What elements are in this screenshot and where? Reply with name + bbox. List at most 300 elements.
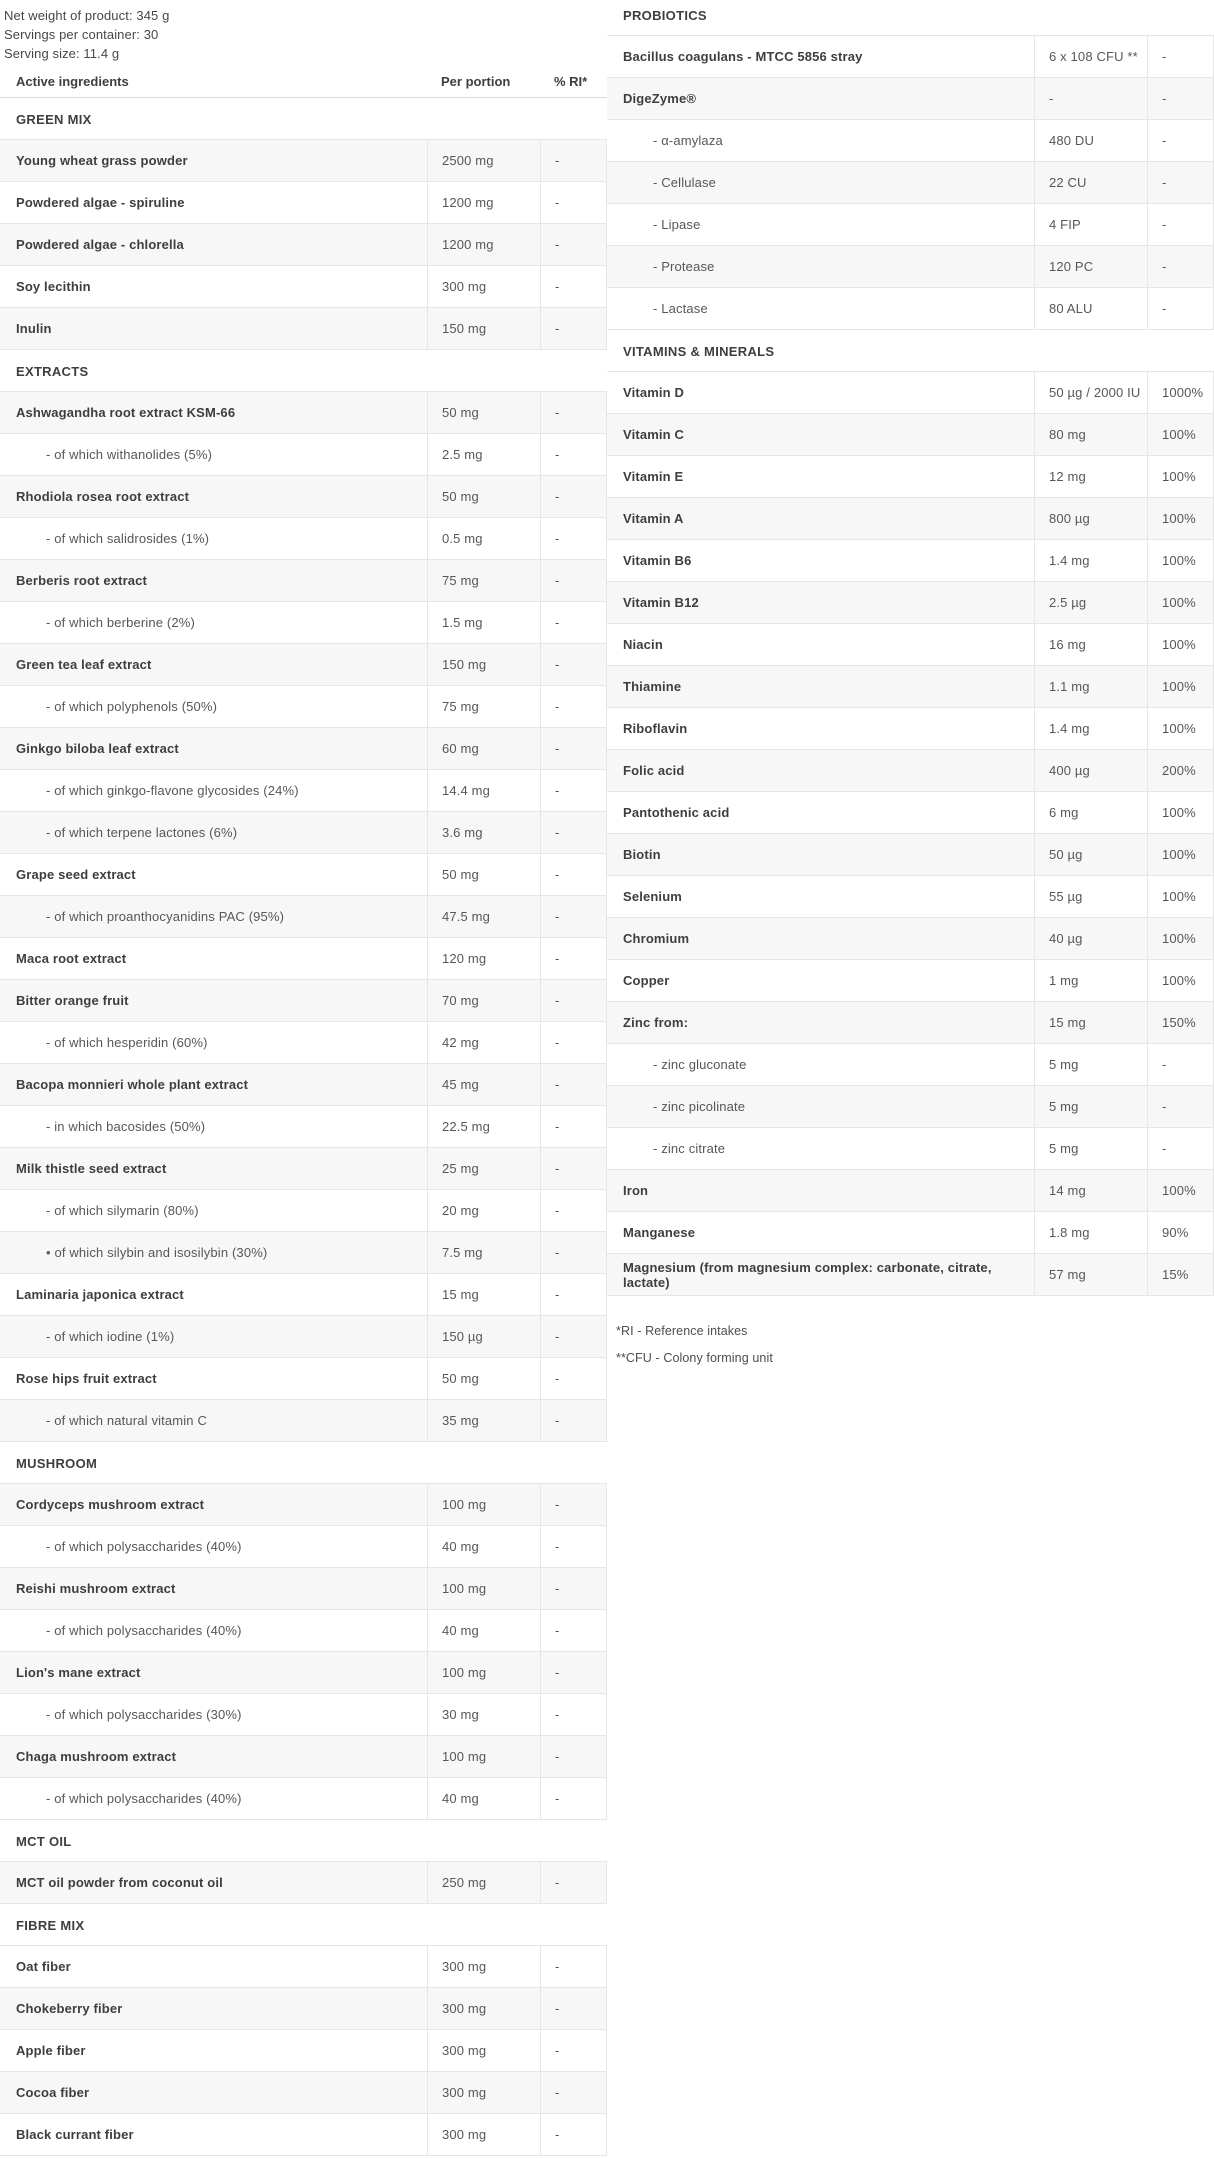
ingredient-amount: 100 mg — [427, 1736, 540, 1777]
ingredient-amount: 40 mg — [427, 1610, 540, 1651]
ingredient-ri: 100% — [1147, 456, 1214, 497]
section-title: PROBIOTICS — [623, 8, 707, 23]
ingredient-amount: 1.5 mg — [427, 602, 540, 643]
ingredient-ri: - — [1147, 246, 1214, 287]
ingredient-amount: 45 mg — [427, 1064, 540, 1105]
ingredient-name: - in which bacosides (50%) — [46, 1119, 206, 1134]
table-row — [607, 246, 1214, 288]
ingredient-amount: 1 mg — [1034, 960, 1147, 1001]
table-row — [0, 1610, 607, 1652]
table-row — [0, 1022, 607, 1064]
ingredient-ri: 100% — [1147, 540, 1214, 581]
ingredient-ri: - — [540, 1694, 607, 1735]
ingredient-amount: 300 mg — [427, 2030, 540, 2071]
ingredient-ri: - — [540, 1358, 607, 1399]
table-row — [0, 1106, 607, 1148]
section-title: GREEN MIX — [16, 112, 92, 127]
section-rows — [0, 1945, 607, 2156]
ingredient-ri: - — [540, 1988, 607, 2029]
ingredient-name: Powdered algae - spiruline — [16, 195, 185, 210]
ingredient-ri: - — [540, 644, 607, 685]
ri-header: % RI* — [554, 73, 588, 89]
table-row — [0, 1694, 607, 1736]
table-row — [0, 1736, 607, 1778]
ingredient-amount: 22 CU — [1034, 162, 1147, 203]
ingredient-amount: 120 mg — [427, 938, 540, 979]
table-row — [0, 1526, 607, 1568]
ingredient-ri: - — [540, 770, 607, 811]
ingredient-ri: - — [540, 1190, 607, 1231]
ingredient-ri: 100% — [1147, 666, 1214, 707]
ingredient-ri: - — [540, 980, 607, 1021]
table-row — [0, 1568, 607, 1610]
ingredient-ri: - — [540, 392, 607, 433]
ingredient-amount: 4 FIP — [1034, 204, 1147, 245]
ingredient-ri: 15% — [1147, 1254, 1214, 1295]
ingredient-amount: 1200 mg — [427, 182, 540, 223]
ingredient-name: Copper — [623, 973, 670, 988]
ingredient-name: - Lactase — [653, 301, 708, 316]
ingredient-amount: 300 mg — [427, 1988, 540, 2029]
ingredient-name: - of which silymarin (80%) — [46, 1203, 199, 1218]
ingredient-ri: - — [540, 434, 607, 475]
ingredient-amount: 2500 mg — [427, 140, 540, 181]
table-row — [607, 1044, 1214, 1086]
ingredient-ri: 100% — [1147, 414, 1214, 455]
ingredient-name: - Cellulase — [653, 175, 717, 190]
ingredient-ri: 100% — [1147, 834, 1214, 875]
ingredient-amount: 2.5 mg — [427, 434, 540, 475]
ingredient-amount: 35 mg — [427, 1400, 540, 1441]
table-row — [0, 266, 607, 308]
ingredient-amount: 75 mg — [427, 560, 540, 601]
servings-per-container-text: Servings per container: 30 — [4, 27, 159, 42]
ingredient-amount: 1.4 mg — [1034, 708, 1147, 749]
ingredient-amount: 6 mg — [1034, 792, 1147, 833]
ingredient-name: Grape seed extract — [16, 867, 136, 882]
ingredient-amount: 50 mg — [427, 854, 540, 895]
table-row — [607, 834, 1214, 876]
table-row — [0, 2030, 607, 2072]
table-row — [0, 602, 607, 644]
ingredient-ri: 100% — [1147, 624, 1214, 665]
ingredient-name: Riboflavin — [623, 721, 688, 736]
ingredient-name: - of which terpene lactones (6%) — [46, 825, 238, 840]
table-row — [607, 1128, 1214, 1170]
ingredient-ri: - — [540, 1064, 607, 1105]
ingredient-ri: - — [540, 1946, 607, 1987]
ingredient-name: MCT oil powder from coconut oil — [16, 1875, 223, 1890]
section-rows — [0, 1861, 607, 1904]
ingredient-ri: - — [540, 560, 607, 601]
ingredient-amount: 400 µg — [1034, 750, 1147, 791]
ingredient-amount: 100 mg — [427, 1652, 540, 1693]
left-ingredients-table — [0, 98, 607, 2156]
ingredient-amount: 7.5 mg — [427, 1232, 540, 1273]
ingredient-name: Green tea leaf extract — [16, 657, 152, 672]
table-row — [0, 392, 607, 434]
ingredient-name: - of which polysaccharides (40%) — [46, 1623, 242, 1638]
ingredient-ri: 100% — [1147, 876, 1214, 917]
table-row — [607, 1254, 1214, 1296]
ingredient-amount: 800 µg — [1034, 498, 1147, 539]
section-rows — [607, 35, 1214, 330]
ingredient-name: - zinc gluconate — [653, 1057, 747, 1072]
table-row — [0, 854, 607, 896]
table-row — [607, 708, 1214, 750]
ingredient-amount: 42 mg — [427, 1022, 540, 1063]
right-ingredients-table — [607, 0, 1214, 1296]
ingredient-ri: - — [540, 1400, 607, 1441]
ingredient-ri: 100% — [1147, 918, 1214, 959]
ingredient-amount: 14.4 mg — [427, 770, 540, 811]
table-row — [0, 728, 607, 770]
ingredient-amount: 20 mg — [427, 1190, 540, 1231]
ingredient-name: • of which silybin and isosilybin (30%) — [46, 1245, 268, 1260]
ingredient-name: Chromium — [623, 931, 690, 946]
ingredient-name: Vitamin E — [623, 469, 684, 484]
ingredient-name: - of which polyphenols (50%) — [46, 699, 218, 714]
ingredient-ri: 100% — [1147, 960, 1214, 1001]
ingredient-amount: 80 ALU — [1034, 288, 1147, 329]
table-row — [607, 750, 1214, 792]
per-portion-header: Per portion — [441, 73, 511, 89]
section-title: MCT OIL — [16, 1834, 72, 1849]
ingredient-name: Inulin — [16, 321, 52, 336]
ingredient-amount: 50 µg — [1034, 834, 1147, 875]
ingredient-amount: 40 mg — [427, 1778, 540, 1819]
ingredient-name: Vitamin C — [623, 427, 685, 442]
ingredient-name: - Protease — [653, 259, 715, 274]
ingredient-amount: 40 µg — [1034, 918, 1147, 959]
table-row — [0, 182, 607, 224]
ingredient-name: Bacillus coagulans - MTCC 5856 stray — [623, 49, 863, 64]
ingredient-name: Manganese — [623, 1225, 696, 1240]
ingredient-amount: 1.8 mg — [1034, 1212, 1147, 1253]
table-row — [0, 1484, 607, 1526]
ingredient-ri: - — [540, 2072, 607, 2113]
ingredient-name: - of which natural vitamin C — [46, 1413, 207, 1428]
ingredient-amount: 0.5 mg — [427, 518, 540, 559]
table-row — [607, 1212, 1214, 1254]
ingredient-ri: - — [540, 1274, 607, 1315]
ingredient-amount: 47.5 mg — [427, 896, 540, 937]
ingredient-amount: 50 mg — [427, 392, 540, 433]
table-row — [0, 140, 607, 182]
table-row — [607, 78, 1214, 120]
table-row — [607, 414, 1214, 456]
table-row — [0, 1064, 607, 1106]
table-row — [0, 560, 607, 602]
ingredient-name: - of which withanolides (5%) — [46, 447, 213, 462]
ingredient-ri: - — [540, 896, 607, 937]
table-row — [0, 518, 607, 560]
ingredient-name: Bitter orange fruit — [16, 993, 129, 1008]
ingredient-name: - of which proanthocyanidins PAC (95%) — [46, 909, 285, 924]
table-row — [607, 498, 1214, 540]
table-row — [607, 456, 1214, 498]
ingredient-name: Niacin — [623, 637, 663, 652]
table-row — [607, 1002, 1214, 1044]
ingredient-ri: - — [1147, 120, 1214, 161]
ingredient-ri: - — [1147, 204, 1214, 245]
section-title: VITAMINS & MINERALS — [623, 344, 775, 359]
ingredient-amount: 80 mg — [1034, 414, 1147, 455]
net-weight-text: Net weight of product: 345 g — [4, 8, 170, 23]
ingredient-amount: 30 mg — [427, 1694, 540, 1735]
ingredient-name: Milk thistle seed extract — [16, 1161, 167, 1176]
ingredient-amount: 50 µg / 2000 IU — [1034, 372, 1147, 413]
ingredient-amount: 25 mg — [427, 1148, 540, 1189]
table-row — [0, 2072, 607, 2114]
table-row — [607, 1170, 1214, 1212]
ingredient-amount: 250 mg — [427, 1862, 540, 1903]
ingredient-amount: 300 mg — [427, 2072, 540, 2113]
ingredient-name: Chaga mushroom extract — [16, 1749, 177, 1764]
ingredient-ri: - — [540, 1106, 607, 1147]
ingredient-amount: 15 mg — [427, 1274, 540, 1315]
ingredient-name: Vitamin A — [623, 511, 684, 526]
ingredient-name: Iron — [623, 1183, 649, 1198]
ingredient-amount: 40 mg — [427, 1526, 540, 1567]
table-row — [0, 1358, 607, 1400]
ingredient-ri: - — [540, 308, 607, 349]
ingredient-amount: 55 µg — [1034, 876, 1147, 917]
ingredient-name: Berberis root extract — [16, 573, 148, 588]
ingredient-ri: - — [540, 938, 607, 979]
ingredient-name: Lion's mane extract — [16, 1665, 141, 1680]
ingredient-amount: - — [1034, 78, 1147, 119]
ingredient-ri: 200% — [1147, 750, 1214, 791]
ingredient-ri: - — [540, 476, 607, 517]
ingredient-amount: 5 mg — [1034, 1128, 1147, 1169]
ingredient-name: Rhodiola rosea root extract — [16, 489, 190, 504]
ingredient-ri: 100% — [1147, 498, 1214, 539]
ingredient-ri: - — [540, 812, 607, 853]
ingredient-name: Vitamin D — [623, 385, 685, 400]
table-row — [0, 1148, 607, 1190]
ingredient-ri: - — [540, 224, 607, 265]
active-ingredients-header: Active ingredients — [16, 73, 129, 89]
ingredient-name: Reishi mushroom extract — [16, 1581, 176, 1596]
table-row — [607, 666, 1214, 708]
ingredient-amount: 16 mg — [1034, 624, 1147, 665]
ingredient-ri: - — [540, 1232, 607, 1273]
section-rows — [607, 371, 1214, 1296]
ingredient-amount: 100 mg — [427, 1568, 540, 1609]
ingredient-name: Vitamin B12 — [623, 595, 699, 610]
ingredient-name: Black currant fiber — [16, 2127, 134, 2142]
ingredient-ri: - — [540, 518, 607, 559]
table-row — [0, 224, 607, 266]
ingredient-name: - of which iodine (1%) — [46, 1329, 175, 1344]
ingredient-name: - of which hesperidin (60%) — [46, 1035, 208, 1050]
table-row — [0, 434, 607, 476]
ingredient-ri: - — [540, 1526, 607, 1567]
ingredient-amount: 1.1 mg — [1034, 666, 1147, 707]
section-title: FIBRE MIX — [16, 1918, 85, 1933]
table-row — [607, 918, 1214, 960]
ingredient-name: DigeZyme® — [623, 91, 697, 106]
table-row — [607, 540, 1214, 582]
cfu-footnote: **CFU - Colony forming unit — [616, 1351, 773, 1365]
ingredient-name: - zinc citrate — [653, 1141, 726, 1156]
ingredient-amount: 300 mg — [427, 2114, 540, 2155]
footnotes — [607, 1324, 1214, 1365]
ingredient-name: Zinc from: — [623, 1015, 689, 1030]
section-title: MUSHROOM — [16, 1456, 98, 1471]
ingredient-amount: 14 mg — [1034, 1170, 1147, 1211]
table-row — [0, 812, 607, 854]
ingredient-amount: 300 mg — [427, 266, 540, 307]
table-row — [0, 686, 607, 728]
ingredient-ri: 100% — [1147, 708, 1214, 749]
table-row — [0, 770, 607, 812]
ingredient-ri: - — [540, 1736, 607, 1777]
table-header-row — [0, 65, 607, 98]
ingredient-amount: 2.5 µg — [1034, 582, 1147, 623]
ingredient-amount: 6 x 108 CFU ** — [1034, 36, 1147, 77]
ingredient-amount: 100 mg — [427, 1484, 540, 1525]
ingredient-ri: - — [540, 2114, 607, 2155]
ingredient-name: Cordyceps mushroom extract — [16, 1497, 205, 1512]
ingredient-ri: - — [540, 1610, 607, 1651]
ingredient-ri: - — [540, 266, 607, 307]
ingredient-amount: 150 µg — [427, 1316, 540, 1357]
ingredient-name: Rose hips fruit extract — [16, 1371, 157, 1386]
ingredient-ri: - — [540, 1862, 607, 1903]
ingredient-name: Powdered algae - chlorella — [16, 237, 184, 252]
ingredient-name: Pantothenic acid — [623, 805, 730, 820]
ingredient-amount: 15 mg — [1034, 1002, 1147, 1043]
ingredient-ri: - — [540, 2030, 607, 2071]
ingredient-name: Young wheat grass powder — [16, 153, 188, 168]
ingredient-amount: 150 mg — [427, 308, 540, 349]
ingredient-ri: - — [1147, 1128, 1214, 1169]
table-row — [607, 36, 1214, 78]
ingredient-ri: - — [540, 1316, 607, 1357]
ingredient-name: Ginkgo biloba leaf extract — [16, 741, 179, 756]
table-row — [0, 308, 607, 350]
table-row — [0, 1988, 607, 2030]
left-ingredients-column — [0, 0, 607, 2156]
table-row — [607, 876, 1214, 918]
ingredient-amount: 70 mg — [427, 980, 540, 1021]
ingredient-ri: 1000% — [1147, 372, 1214, 413]
ingredient-ri: - — [1147, 78, 1214, 119]
ingredient-ri: - — [1147, 1086, 1214, 1127]
ingredient-amount: 22.5 mg — [427, 1106, 540, 1147]
ingredient-ri: - — [540, 1148, 607, 1189]
table-row — [0, 644, 607, 686]
right-ingredients-column — [607, 0, 1214, 2156]
ingredient-amount: 12 mg — [1034, 456, 1147, 497]
table-row — [607, 204, 1214, 246]
table-row — [0, 1946, 607, 1988]
ingredient-name: Thiamine — [623, 679, 682, 694]
ingredient-name: - of which berberine (2%) — [46, 615, 195, 630]
serving-size-text: Serving size: 11.4 g — [4, 46, 120, 61]
ingredient-ri: - — [540, 1568, 607, 1609]
ingredient-ri: 100% — [1147, 1170, 1214, 1211]
ingredient-amount: 150 mg — [427, 644, 540, 685]
ingredient-ri: - — [540, 182, 607, 223]
ingredient-ri: - — [1147, 162, 1214, 203]
ingredient-name: Laminaria japonica extract — [16, 1287, 184, 1302]
table-row — [0, 2114, 607, 2156]
ingredient-name: Bacopa monnieri whole plant extract — [16, 1077, 249, 1092]
section-rows — [0, 391, 607, 1442]
ingredient-amount: 57 mg — [1034, 1254, 1147, 1295]
ingredient-name: - of which ginkgo-flavone glycosides (24%) — [46, 783, 299, 798]
ingredient-name: Chokeberry fiber — [16, 2001, 123, 2016]
table-row — [0, 1400, 607, 1442]
ingredient-name: Soy lecithin — [16, 279, 91, 294]
ingredient-name: - Lipase — [653, 217, 701, 232]
table-row — [0, 1232, 607, 1274]
table-row — [0, 938, 607, 980]
ingredient-name: Selenium — [623, 889, 682, 904]
product-meta — [0, 0, 607, 63]
ingredient-name: - α-amylaza — [653, 133, 723, 148]
ingredient-amount: 60 mg — [427, 728, 540, 769]
ingredient-amount: 300 mg — [427, 1946, 540, 1987]
ingredient-amount: 5 mg — [1034, 1086, 1147, 1127]
ingredient-name: - of which polysaccharides (40%) — [46, 1539, 242, 1554]
table-row — [0, 896, 607, 938]
ingredient-amount: 5 mg — [1034, 1044, 1147, 1085]
table-row — [0, 476, 607, 518]
ingredient-name: - of which salidrosides (1%) — [46, 531, 210, 546]
ingredient-ri: - — [1147, 36, 1214, 77]
table-row — [0, 1862, 607, 1904]
ingredient-ri: - — [1147, 1044, 1214, 1085]
ingredient-name: Ashwagandha root extract KSM-66 — [16, 405, 236, 420]
section-rows — [0, 1483, 607, 1820]
table-row — [607, 372, 1214, 414]
ingredient-amount: 120 PC — [1034, 246, 1147, 287]
ingredient-ri: 100% — [1147, 582, 1214, 623]
ingredient-ri: - — [540, 602, 607, 643]
ingredient-ri: - — [540, 854, 607, 895]
ingredient-amount: 1.4 mg — [1034, 540, 1147, 581]
ingredient-ri: 150% — [1147, 1002, 1214, 1043]
ingredient-ri: - — [540, 1484, 607, 1525]
ingredient-amount: 50 mg — [427, 1358, 540, 1399]
ingredient-ri: 90% — [1147, 1212, 1214, 1253]
table-row — [607, 624, 1214, 666]
table-row — [607, 162, 1214, 204]
ingredient-amount: 480 DU — [1034, 120, 1147, 161]
table-row — [607, 792, 1214, 834]
table-row — [0, 1190, 607, 1232]
ingredient-name: Maca root extract — [16, 951, 127, 966]
ingredient-ri: - — [540, 1778, 607, 1819]
ingredient-name: - of which polysaccharides (30%) — [46, 1707, 242, 1722]
table-row — [607, 120, 1214, 162]
ingredient-name: - of which polysaccharides (40%) — [46, 1791, 242, 1806]
ingredient-name: Oat fiber — [16, 1959, 71, 1974]
ingredient-ri: - — [540, 1022, 607, 1063]
ingredient-ri: 100% — [1147, 792, 1214, 833]
table-row — [607, 288, 1214, 330]
table-row — [0, 1316, 607, 1358]
table-row — [607, 582, 1214, 624]
table-row — [0, 1778, 607, 1820]
ingredient-name: - zinc picolinate — [653, 1099, 746, 1114]
ri-footnote: *RI - Reference intakes — [616, 1324, 748, 1338]
table-row — [607, 1086, 1214, 1128]
